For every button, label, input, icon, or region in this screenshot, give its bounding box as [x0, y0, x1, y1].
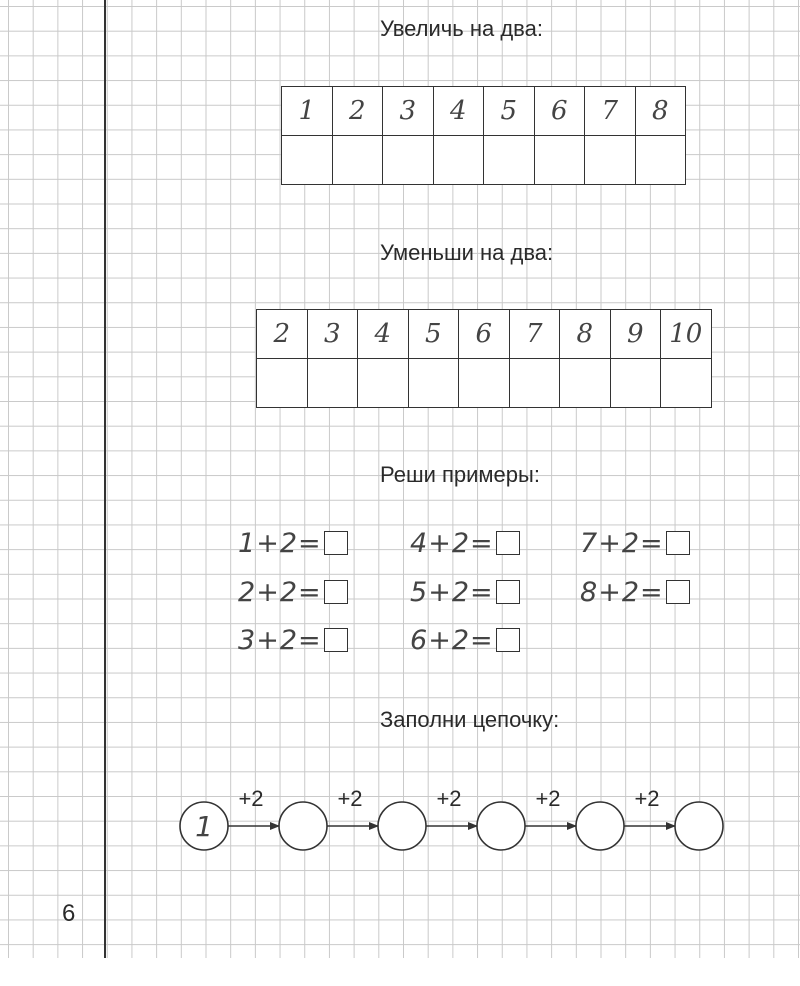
decrease-cell-number: 8 — [560, 310, 611, 359]
equals-sign: = — [470, 577, 493, 608]
equals-sign: = — [470, 625, 493, 656]
plus-sign: + — [256, 577, 279, 608]
heading-chain: Заполни цепочку: — [380, 707, 560, 732]
increase-cell-number: 6 — [534, 87, 585, 136]
equals-sign: = — [298, 577, 321, 608]
equals-sign: = — [470, 528, 493, 559]
increase-cell-number: 5 — [484, 87, 535, 136]
page-number: 6 — [62, 900, 76, 927]
plus-sign: + — [256, 528, 279, 559]
decrease-cell-number: 9 — [610, 310, 661, 359]
equals-sign: = — [640, 577, 663, 608]
decrease-cell-number: 2 — [257, 310, 308, 359]
increase-cell-number: 2 — [332, 87, 383, 136]
operand-b: 2 — [621, 577, 639, 608]
decrease-cell-number: 5 — [408, 310, 459, 359]
chain-step-label: +2 — [634, 786, 660, 811]
operand-b: 2 — [451, 625, 469, 656]
chain-step-label: +2 — [337, 786, 363, 811]
decrease-cell-number: 3 — [307, 310, 358, 359]
operand-a: 4 — [410, 528, 428, 559]
chain-step-label: +2 — [535, 786, 561, 811]
equals-sign: = — [298, 528, 321, 559]
increase-cell-number: 8 — [635, 87, 686, 136]
decrease-cell-number: 4 — [358, 310, 409, 359]
increase-cell-number: 1 — [282, 87, 333, 136]
operand-a: 8 — [580, 577, 598, 608]
operand-b: 2 — [451, 577, 469, 608]
plus-sign: + — [256, 625, 279, 656]
increase-cell-number: 7 — [585, 87, 636, 136]
chain-circle-answer[interactable] — [576, 802, 624, 850]
plus-sign: + — [428, 625, 451, 656]
equals-sign: = — [640, 528, 663, 559]
operand-b: 2 — [621, 528, 639, 559]
plus-sign: + — [428, 577, 451, 608]
heading-increase: Увеличь на два: — [380, 16, 543, 41]
decrease-cell-number: 6 — [459, 310, 510, 359]
chain-circle-answer[interactable] — [675, 802, 723, 850]
heading-decrease: Уменьши на два: — [380, 240, 554, 265]
chain-step-label: +2 — [238, 786, 264, 811]
plus-sign: + — [598, 577, 621, 608]
chain-circle-answer[interactable] — [279, 802, 327, 850]
decrease-cell-number: 10 — [661, 310, 712, 359]
plus-sign: + — [428, 528, 451, 559]
operand-a: 7 — [580, 528, 598, 559]
operand-a: 1 — [238, 528, 256, 559]
heading-examples: Реши примеры: — [380, 462, 540, 487]
operand-a: 5 — [410, 577, 428, 608]
operand-b: 2 — [451, 528, 469, 559]
chain-circle-answer[interactable] — [378, 802, 426, 850]
increase-cell-number: 4 — [433, 87, 484, 136]
increase-cell-number: 3 — [383, 87, 434, 136]
operand-b: 2 — [279, 577, 297, 608]
chain-circle-answer[interactable] — [477, 802, 525, 850]
operand-a: 3 — [238, 625, 256, 656]
decrease-cell-number: 7 — [509, 310, 560, 359]
chain-start-number: 1 — [195, 810, 213, 843]
operand-a: 2 — [238, 577, 256, 608]
equals-sign: = — [298, 625, 321, 656]
operand-b: 2 — [279, 528, 297, 559]
chain-step-label: +2 — [436, 786, 462, 811]
operand-b: 2 — [279, 625, 297, 656]
operand-a: 6 — [410, 625, 428, 656]
plus-sign: + — [598, 528, 621, 559]
